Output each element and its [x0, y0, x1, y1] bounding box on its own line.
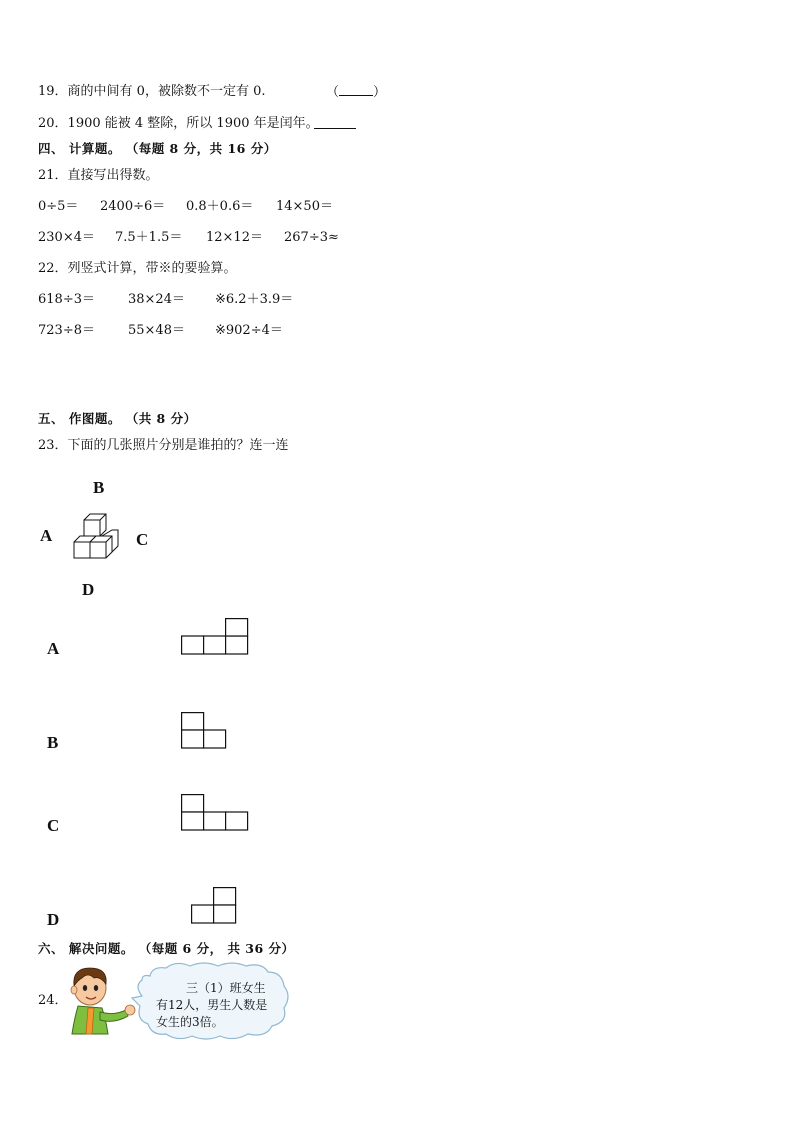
- cube-stack-figure: [70, 510, 122, 566]
- view-shape-c[interactable]: [181, 794, 251, 832]
- question-19-text: 19．商的中间有 0，被除数不一定有 0.: [38, 84, 266, 99]
- answer-blank-20[interactable]: [314, 128, 356, 129]
- view-label-c: C: [47, 816, 60, 835]
- calc-item: 14×50＝: [276, 199, 333, 214]
- bubble-line-3: 女生的3倍。: [156, 1015, 224, 1029]
- calc-item: 230×4＝: [38, 230, 95, 245]
- view-label-b: B: [47, 733, 59, 752]
- calc-item: 0÷5＝: [38, 199, 79, 214]
- section-4-title: 四、 计算题。 （每题 8 分，共 16 分）: [38, 141, 277, 156]
- observer-label-b: B: [93, 478, 105, 497]
- vertical-calc-item: 38×24＝: [128, 292, 185, 307]
- question-23-title: 23．下面的几张照片分别是谁拍的？连一连: [38, 438, 289, 453]
- section-6-title: 六、 解决问题。 （每题 6 分， 共 36 分）: [38, 941, 295, 956]
- question-20: [38, 116, 319, 132]
- vertical-calc-item: ※902÷4＝: [215, 323, 283, 338]
- question-20-text: 20．1900 能被 4 整除，所以 1900 年是闰年。: [38, 116, 319, 131]
- calc-item: 267÷3≈: [284, 230, 339, 245]
- vertical-calc-item: ※6.2＋3.9＝: [215, 292, 294, 307]
- question-24-number: 24．: [38, 993, 68, 1008]
- boy-illustration: [64, 962, 140, 1036]
- bubble-line-2: 有12人，男生人数是: [156, 998, 268, 1012]
- view-label-a: A: [47, 639, 60, 658]
- observer-label-a: A: [40, 526, 53, 545]
- vertical-calc-item: 723÷8＝: [38, 323, 95, 338]
- observer-label-c: C: [136, 530, 149, 549]
- view-shape-a[interactable]: [181, 618, 251, 656]
- view-shape-d[interactable]: [191, 887, 239, 925]
- calc-item: 12×12＝: [206, 230, 263, 245]
- vertical-calc-item: 618÷3＝: [38, 292, 95, 307]
- answer-blank[interactable]: [339, 84, 373, 96]
- question-22-title: 22．列竖式计算，带※的要验算。: [38, 261, 237, 276]
- observer-label-d: D: [82, 580, 95, 599]
- answer-paren-19[interactable]: （ ）: [326, 85, 387, 100]
- view-label-d: D: [47, 910, 60, 929]
- calc-item: 2400÷6＝: [100, 199, 166, 214]
- vertical-calc-item: 55×48＝: [128, 323, 185, 338]
- section-5-title: 五、 作图题。 （共 8 分）: [38, 411, 197, 426]
- question-21-title: 21．直接写出得数。: [38, 168, 159, 183]
- view-shape-b[interactable]: [181, 712, 229, 750]
- calc-item: 0.8＋0.6＝: [186, 199, 254, 214]
- bubble-line-1: 三（1）班女生: [186, 981, 266, 995]
- calc-item: 7.5＋1.5＝: [115, 230, 183, 245]
- question-19: [38, 84, 265, 100]
